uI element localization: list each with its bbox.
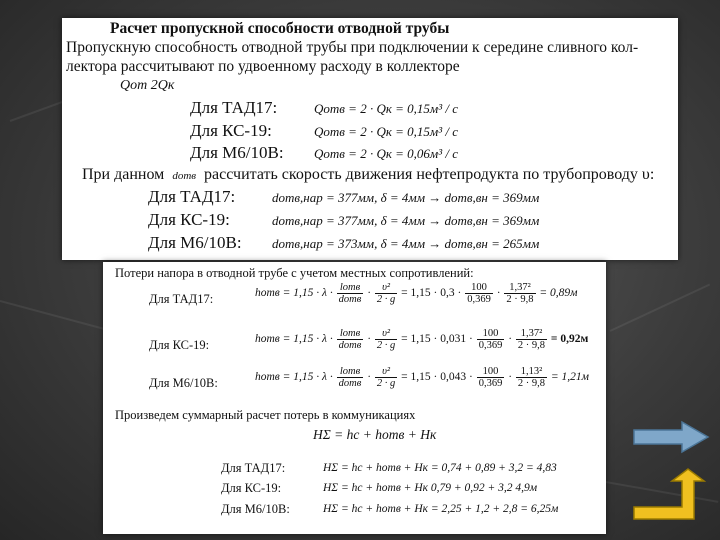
summary-row-formula: HΣ = hс + hотв + Hк = 0,74 + 0,89 + 3,2 = 4,83	[323, 462, 557, 474]
diameter-row-label: Для ТАД17:	[148, 187, 236, 206]
loss-coefficient: = 1,15 · 0,031 ·	[401, 333, 473, 346]
fraction-l-d	[337, 282, 364, 305]
fraction-numerator: 100	[477, 328, 505, 340]
intro-line-1: Пропускную способность отводной трубы при подключении к середине сливного кол-	[66, 39, 639, 56]
diameter-row-formula: dотв,нар = 377мм, δ = 4мм → dотв,вн = 369мм	[272, 213, 540, 228]
fraction-numerator: 1,37²	[504, 282, 535, 294]
fraction-length-diameter	[477, 328, 505, 351]
fraction-denominator: dотв	[338, 378, 362, 389]
fraction-numerator: 1,13²	[516, 366, 547, 378]
summary-row-label: Для М6/10В:	[221, 502, 290, 516]
fraction-l-d	[337, 328, 364, 351]
fraction-denominator: 0,369	[467, 294, 491, 305]
slide-panel-bottom	[103, 262, 606, 534]
flow-row-formula: Qотв = 2 · Qк = 0,15м³ / с	[314, 101, 459, 116]
summary-heading: Произведем суммарный расчет потерь в коммуникациях	[115, 408, 416, 422]
fraction-denominator: 2 · 9,8	[506, 294, 534, 305]
fraction-numerator: υ²	[375, 366, 397, 378]
fraction-denominator: 2 · 9,8	[517, 378, 546, 389]
loss-row-label: Для М6/10В:	[149, 376, 218, 390]
fraction-numerator: 1,37²	[516, 328, 547, 340]
fraction-v-g	[375, 328, 397, 351]
flow-row-label: Для ТАД17:	[190, 98, 278, 117]
fraction-denominator: dотв	[338, 340, 362, 351]
diameter-row-formula: dотв,нар = 373мм, δ = 4мм → dотв,вн = 265мм	[272, 236, 540, 251]
given-suffix: рассчитать скорость движения нефтепродукта по трубопроводу υ:	[204, 166, 655, 183]
slide-panel-top	[62, 18, 678, 260]
main-formula: Qот 2Qк	[120, 78, 175, 93]
flow-row-label: Для КС-19:	[190, 121, 272, 140]
loss-row-label: Для КС-19:	[149, 338, 210, 352]
fraction-denominator: 0,369	[478, 378, 503, 389]
fraction-numerator: 100	[477, 366, 505, 378]
loss-formula-prefix: hотв = 1,15 · λ ·	[255, 287, 333, 300]
summary-row-formula: HΣ = hс + hотв + Hк = 2,25 + 1,2 + 2,8 = 6,25м	[323, 503, 559, 515]
loss-row-formula: hотв = 1,15 · λ · $\frac{\text{lотв}}{\text{dотв}}$ · $\frac{\text{υ²}}{2 \cdot g}$ = 1,15 · 0,031 · $\frac{100}{0,369}$ · $\frac{\text{1,37²}}{2 \cdot 9,8}$ = 0,92м	[255, 328, 589, 351]
fraction-numerator: lотв	[337, 282, 364, 294]
background-streak	[610, 284, 711, 332]
loss-result: = 1,21м	[550, 371, 590, 384]
loss-formula-prefix: hотв = 1,15 · λ ·	[255, 371, 333, 384]
summary-row-formula: HΣ = hс + hотв + Hк 0,79 + 0,92 + 3,2 4,9м	[323, 482, 538, 494]
loss-row-label: Для ТАД17:	[149, 292, 214, 306]
fraction-v-g	[375, 366, 397, 389]
fraction-denominator: 2 · g	[376, 340, 396, 351]
loss-row-formula: hотв = 1,15 · λ · $\frac{\text{lотв}}{\text{dотв}}$ · $\frac{\text{υ²}}{2 \cdot g}$ = 1,15 · 0,043 · $\frac{100}{0,369}$ · $\frac{\text{1,13²}}{2 \cdot 9,8}$ = 1,21м	[255, 366, 590, 389]
fraction-numerator: υ²	[375, 328, 397, 340]
next-slide-button[interactable]	[632, 420, 710, 454]
flow-row-label: Для М6/10В:	[190, 143, 284, 162]
fraction-length-diameter	[465, 282, 493, 305]
fraction-v-g	[375, 282, 397, 305]
fraction-denominator: 2 · g	[376, 378, 396, 389]
fraction-numerator: υ²	[375, 282, 397, 294]
summary-row-label: Для КС-19:	[221, 481, 282, 495]
given-symbol: dотв	[172, 170, 197, 182]
loss-coefficient: = 1,15 · 0,3 ·	[401, 287, 462, 300]
section-title: Расчет пропускной способности отводной трубы	[110, 20, 450, 37]
fraction-numerator: lотв	[337, 366, 364, 378]
fraction-denominator: 2 · 9,8	[517, 340, 546, 351]
return-button[interactable]	[632, 467, 710, 523]
fraction-velocity	[516, 328, 547, 351]
summary-row-label: Для ТАД17:	[221, 461, 286, 475]
fraction-velocity	[504, 282, 535, 305]
loss-result: = 0,89м	[539, 287, 578, 300]
loss-result: = 0,92м	[550, 333, 589, 346]
summary-formula: HΣ = hс + hотв + Hк	[313, 427, 437, 442]
fraction-length-diameter	[477, 366, 505, 389]
diameter-row-label: Для М6/10В:	[148, 233, 242, 252]
fraction-denominator: 2 · g	[376, 294, 396, 305]
loss-coefficient: = 1,15 · 0,043 ·	[401, 371, 473, 384]
return-arrow-icon	[632, 467, 710, 523]
given-line	[82, 166, 654, 185]
diameter-row-label: Для КС-19:	[148, 210, 230, 229]
flow-row-formula: Qотв = 2 · Qк = 0,06м³ / с	[314, 146, 459, 161]
loss-row-formula: hотв = 1,15 · λ · $\frac{\text{lотв}}{\text{dотв}}$ · $\frac{\text{υ²}}{2 \cdot g}$ = 1,15 · 0,3 · $\frac{100}{0,369}$ · $\frac{\text{1,37²}}{2 \cdot 9,8}$ = 0,89м	[255, 282, 578, 305]
diameter-row-formula: dотв,нар = 377мм, δ = 4мм → dотв,вн = 369мм	[272, 190, 540, 205]
loss-formula-prefix: hотв = 1,15 · λ ·	[255, 333, 333, 346]
intro-line-2: лектора рассчитывают по удвоенному расходу в коллекторе	[66, 58, 460, 75]
fraction-velocity	[516, 366, 547, 389]
fraction-numerator: lотв	[337, 328, 364, 340]
right-arrow-icon	[632, 420, 710, 454]
fraction-denominator: dотв	[338, 294, 362, 305]
fraction-l-d	[337, 366, 364, 389]
loss-heading: Потери напора в отводной трубе с учетом местных сопротивлений:	[115, 266, 474, 280]
flow-row-formula: Qотв = 2 · Qк = 0,15м³ / с	[314, 124, 459, 139]
fraction-denominator: 0,369	[478, 340, 503, 351]
fraction-numerator: 100	[465, 282, 493, 294]
given-prefix: При данном	[82, 166, 165, 183]
